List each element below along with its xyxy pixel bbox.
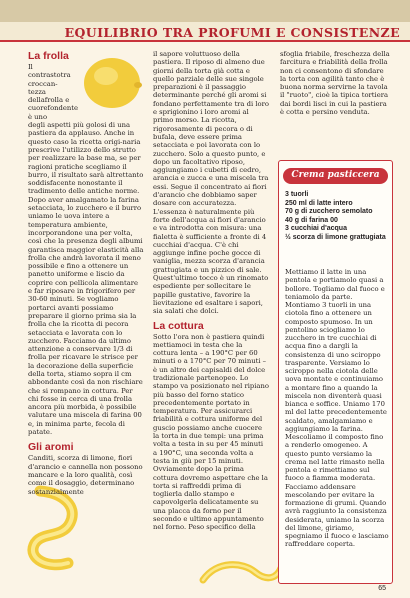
cottura-body-text: Sotto l'ora non è pastiera quindi mettiamoci in testa che la cottura lenta – a 190°C per 60 minuti o a 170°C per 70 minuti – è un altro dei capisaldi del dolce tradizionale partenopeo. Lo stampo va posizionato nel ripiano più basso del forno statico precedentemente portato in temperatura. Per assicurarci friabilità e cottura uniforme del guscio possiamo anche cuocere la torta in due tempi: una prima volta a testa in su per 45 minuti a 190°C, una seconda volta a testa in giù per 15 minuti. Ovviamente dopo la prima cottura dovremo aspettare che la torta si raffreddi prima di toglierla dallo stampo e capovolgerla delicatamente su una placca da forno per il secondo e ultimo appuntamento nel forno. Peso specifico della xyxy=(153,332,269,532)
ingredient-item: 3 cucchiai d'acqua xyxy=(285,225,347,233)
page-number: 65 xyxy=(378,585,386,592)
recipe-method-text: Mettiamo il latte in una pentola e portiamolo quasi a bollore. Togliamo dal fuoco e teniamolo da parte. Montiamo 3 tuorli in una ciotola fino a ottenere un composto spumoso. In un pentolino sciogliamo lo zucchero in tre cucchiai di acqua fino a dargli la consistenza di uno sciroppo trasparente. Versiamo lo sciroppo nella ciotola delle uova montate e continuiamo a montare fino a quando la miscela non diventerà quasi bianca e soffice. Uniamo 170 ml del latte precedentemente scaldato, amalgamiamo e aggiungiamo la farina. Mescoliamo il composto fino a renderlo omogeneo. A questo punto versiamo la crema nel latte rimasto nella pentola e rimettiamo sul fuoco a fiamma moderata. Facciamo addensare mescolando per evitare la formazione di grumi. Quando avrà raggiunto la consistenza desiderata, uniamo la scorza del limone, giriamo, spegniamo il fuoco e lasciamo raffreddare coperta. xyxy=(285,268,389,549)
cottura-continued-text: sfoglia friabile, freschezza della farcitura e friabilità della frolla non ci consentono di sfondare la torta con agilità tanto che è buona norma servirne la tavola il "ruoto", cioè la tipica tortiera dai bordi lisci in cui la pastiera è cotta e persino venduta. xyxy=(280,50,390,117)
ingredient-item: 3 tuorli xyxy=(285,191,309,198)
ingredient-item: 250 ml di latte intero xyxy=(285,199,353,207)
page-title: EQUILIBRIO TRA PROFUMI E CONSISTENZE xyxy=(64,25,400,40)
column-frolla xyxy=(28,50,144,590)
section-title-cottura: La cottura xyxy=(153,319,204,332)
section-title-frolla: La frolla xyxy=(28,50,69,62)
section-title-aromi: Gli aromi xyxy=(28,441,74,454)
aromi-body-text: Canditi, scorza di limone, fiori d'arancio e cannella non possono mancare e la loro qualità, così come il dosaggio, determinano sostanzialmente xyxy=(28,454,143,496)
column-continued xyxy=(280,50,390,146)
frolla-intro-text: Il contrastotra croccan-tezza dellafrolla e cuorefondente è uno xyxy=(28,63,79,121)
top-decorative-bar xyxy=(0,0,410,22)
aromi-continued-text: il sapore voluttuoso della pastiera. Il riposo di almeno due giorni della torta già cotta e quello parziale delle sue singole preparazioni è il passaggio determinante perché gli aromi si fondano perfettamente tra di loro e sprigionino i loro aromi al primo morso. La ricotta, rigorosamente di pecora o di bufala, deve essere prima setacciata e poi lavorata con lo zucchero. Solo a questo punto, e dopo un facoltativo riposo, aggiungiamo i cubetti di cedro, arancia e zucca e una miscela tra essi. Segue il concentrato ai fiori d'arancio che dobbiamo saper dosare con accuratezza. L'essenza è naturalmente più forte dell'acqua ai fiori d'arancio e va introdotta con misura: una fialetta è sufficiente a fronte di 4 cucchiai d'acqua. C'è chi aggiunge infine poche gocce di vaniglia, mezza scorza d'arancia grattugiata e un pizzico di sale. Quest'ultimo tocco è un rinomato espediente per sollecitare le papille gustative, favorire la lievitazione ed esaltare i sapori, sia salati che dolci. xyxy=(153,50,269,316)
column-cottura xyxy=(153,50,269,590)
ingredient-item: 40 g di farina 00 xyxy=(285,216,338,224)
ingredient-item: 70 g di zucchero semolato xyxy=(285,208,373,216)
ingredient-item: ½ scorza di limone grattugiata xyxy=(285,233,386,241)
recipe-title: Crema pasticcera xyxy=(291,170,380,180)
frolla-body-text: degli aspetti più golosi di una pastiera da applauso. Anche in questo caso la ricetta origi-naria prescrive l'utilizzo dello strutto per realizzare la base ma, se per ragioni pratiche scegliamo il burro, il risultato sarà altrettanto soddisfacente nonostante il tradimento delle antiche norme. Dopo aver amalgamato la farina setacciata, lo zucchero e il burro uniamo le uova intere a temperatura ambiente, incorporandone una per volta, così che la presenza degli albumi garantisca maggior elasticità alla frolla che andrà lavorata il meno possibile e fino a ottenere un panetto uniforme e liscio da coprire con pellicola alimentare e far riposare in frigorifero per 30-60 minuti. Se vogliamo portarci avanti possiamo preparare il giorno prima sia la frolla che la ricotta di pecora setacciata e lavorata con lo zucchero. Facciamo da ultimo attenzione a conservare 1/3 di frolla per ricavare le strisce per la decorazione della superficie della torta, stiamo sopra il cm abbondante così da non rischiare che si rompano in cottura. Per chi fosse in cerca di una frolla ancora più morbida, è possibile valutare una miscela di farina 00 e, in minima parte, fecola di patate. xyxy=(28,121,144,437)
ingredients-list xyxy=(285,191,389,243)
